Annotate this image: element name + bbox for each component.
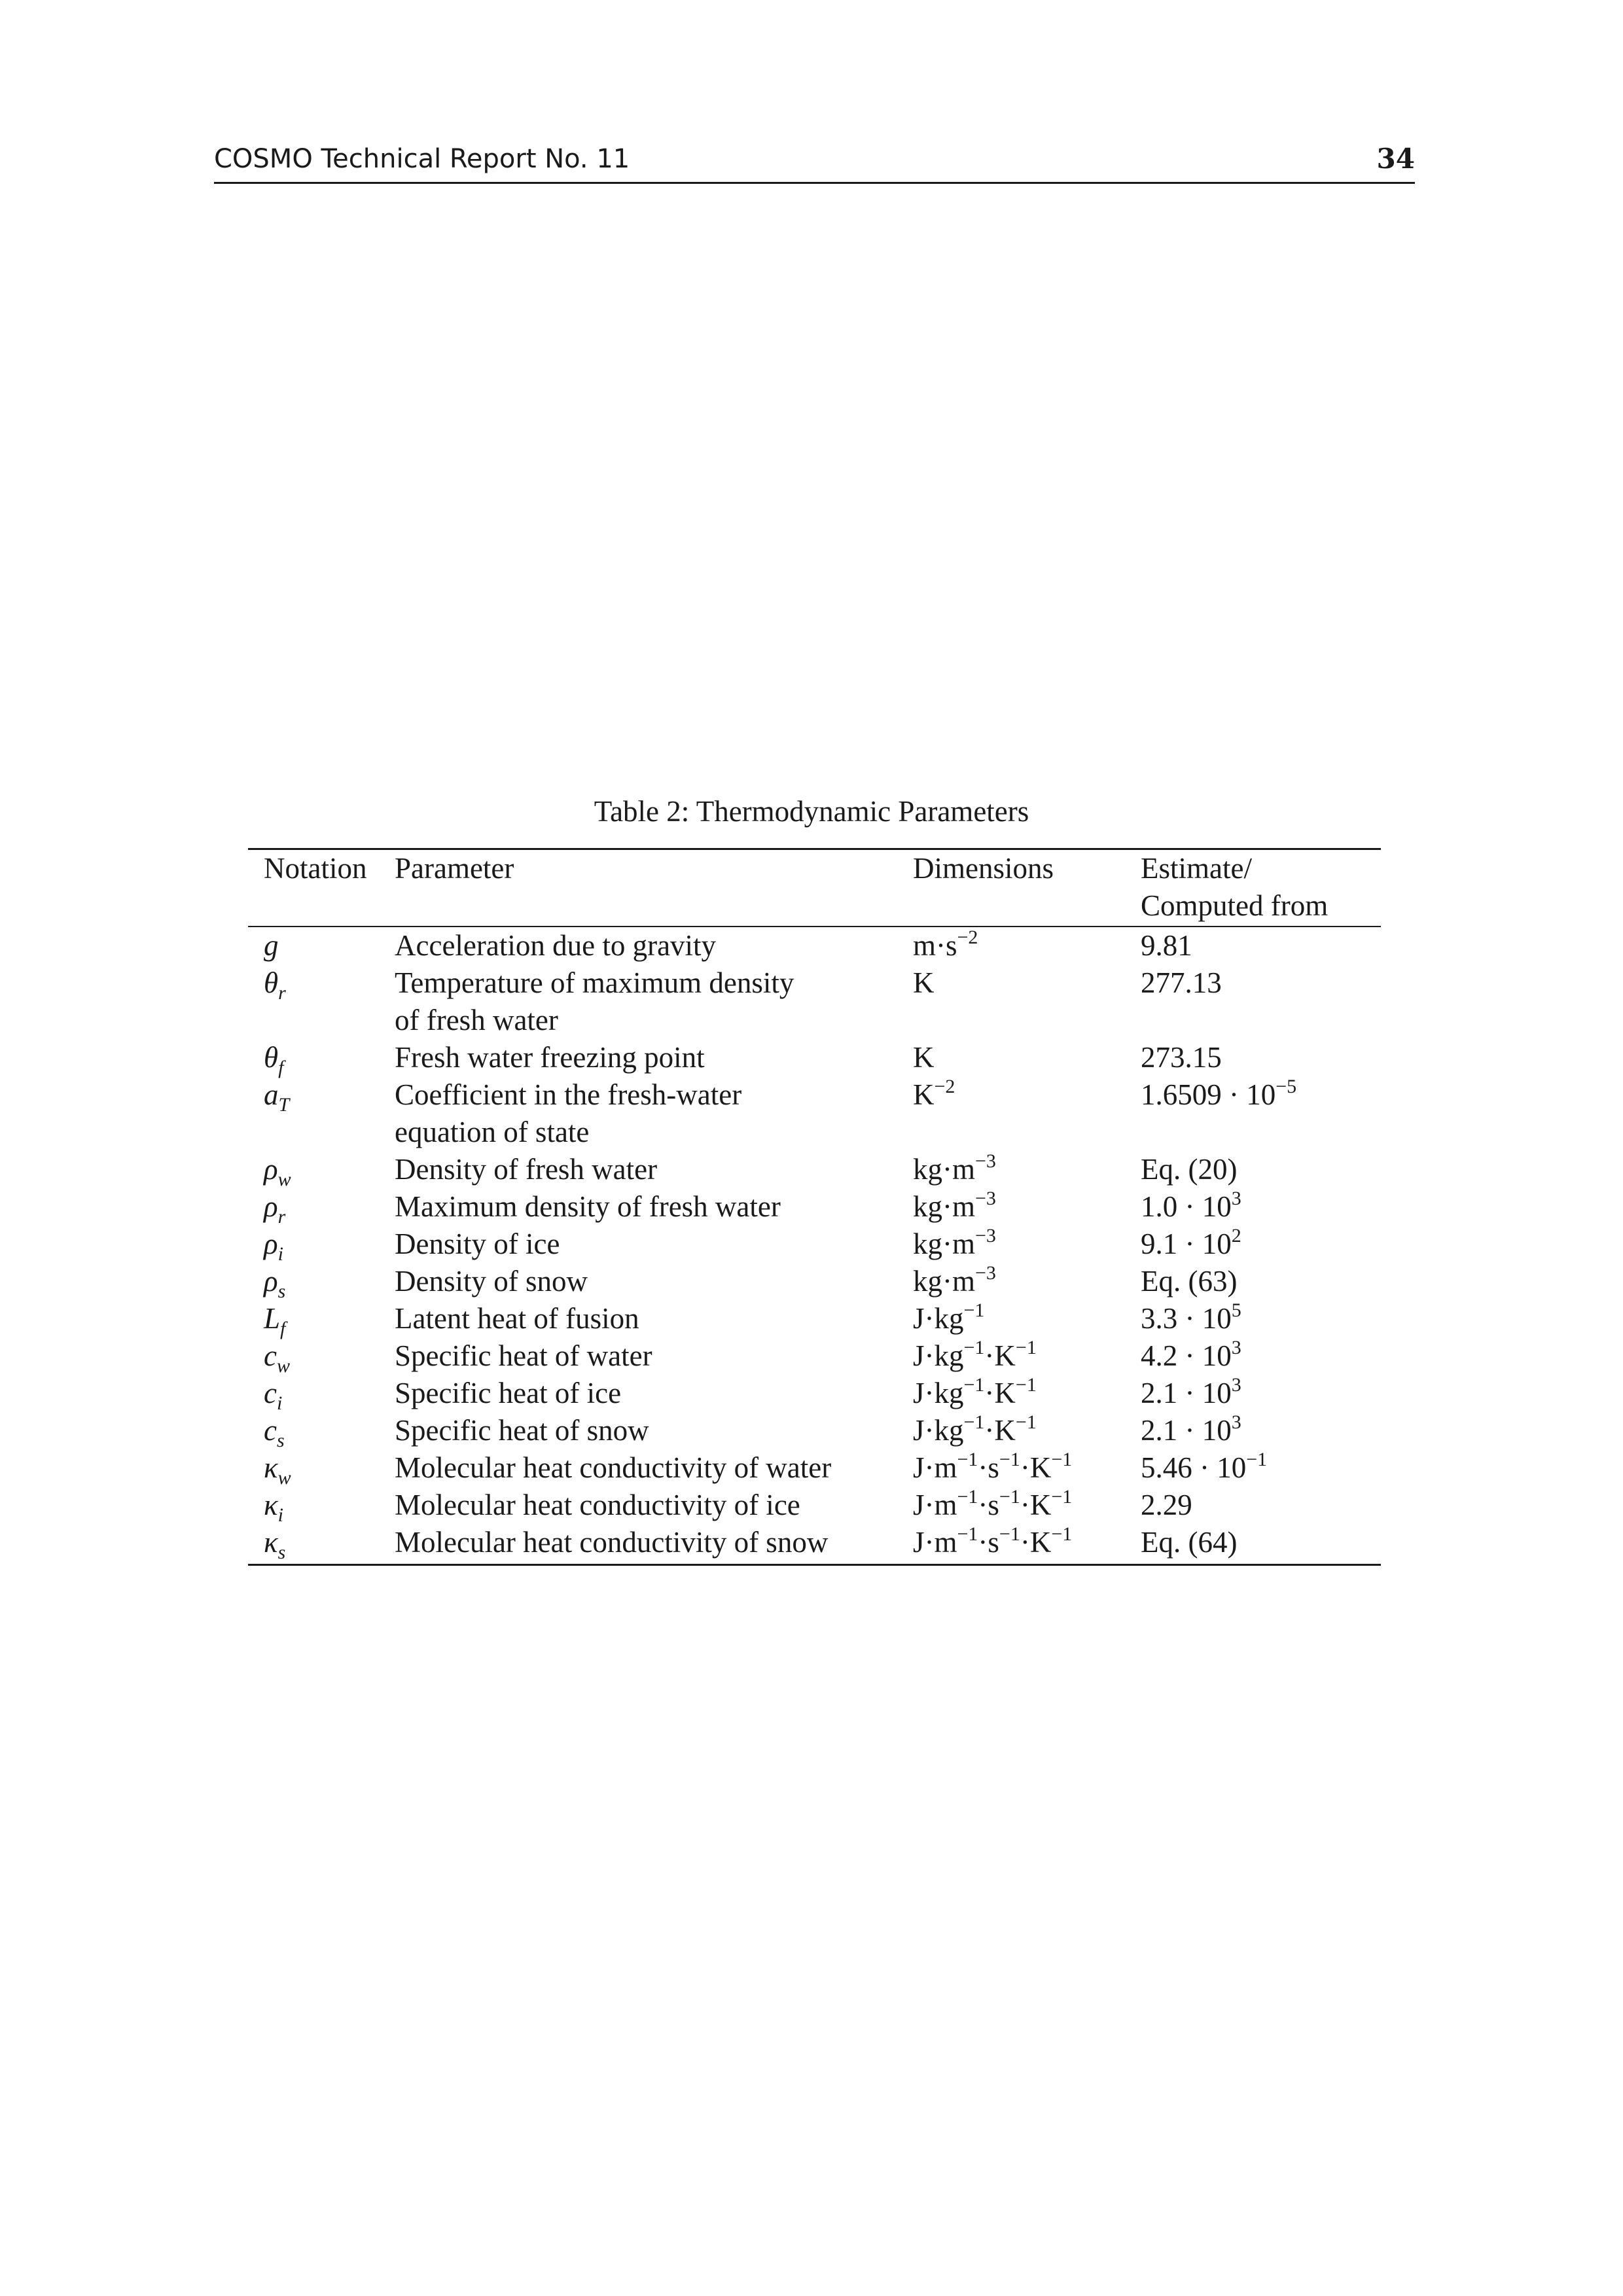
notation-cell xyxy=(248,1039,395,1076)
table-row xyxy=(248,1076,1381,1151)
estimate-cell xyxy=(1141,1151,1381,1188)
dimension-exponent: −1 xyxy=(1015,1374,1037,1396)
estimate-cell xyxy=(1141,927,1381,964)
notation-subscript: s xyxy=(277,1280,286,1302)
parameter-cell xyxy=(395,1300,913,1337)
parameter-cell xyxy=(395,1226,913,1263)
estimate-cell xyxy=(1141,1263,1381,1300)
notation-subscript: i xyxy=(277,1243,283,1265)
dimension-exponent: −3 xyxy=(975,1225,996,1246)
notation-cell xyxy=(248,1524,395,1561)
table-row xyxy=(248,964,1381,1039)
estimate-exponent: −5 xyxy=(1275,1076,1297,1097)
estimate-exponent: 2 xyxy=(1231,1225,1241,1246)
parameter-cell xyxy=(395,1375,913,1412)
notation-cell xyxy=(248,1300,395,1337)
parameter-line: Density of fresh water xyxy=(395,1153,658,1186)
estimate-value: 277.13 xyxy=(1141,966,1222,999)
table-caption: Table 2: Thermodynamic Parameters xyxy=(594,795,1029,828)
parameter-cell xyxy=(395,1524,913,1561)
parameter-line-2: of fresh water xyxy=(395,1004,558,1036)
estimate-exponent: 3 xyxy=(1231,1374,1241,1396)
notation-cell xyxy=(248,927,395,964)
estimate-exponent: −1 xyxy=(1246,1449,1268,1470)
table-header xyxy=(248,850,1381,927)
parameter-line: Specific heat of water xyxy=(395,1339,652,1372)
dimensions-cell xyxy=(913,1188,1141,1226)
dimensions-cell xyxy=(913,1039,1141,1076)
dimension-unit: ·K xyxy=(984,1339,1016,1372)
dimension-unit: J·m xyxy=(913,1489,957,1521)
estimate-value: 3.3 · 10 xyxy=(1141,1302,1232,1335)
parameter-line: Density of snow xyxy=(395,1265,588,1298)
notation-subscript: r xyxy=(277,1206,286,1227)
dimension-unit: ·s xyxy=(978,1451,999,1484)
dimensions-cell xyxy=(913,1449,1141,1487)
notation-symbol: ρ xyxy=(264,1153,278,1186)
table-row xyxy=(248,1375,1381,1412)
notation-symbol: c xyxy=(264,1414,277,1447)
estimate-value: Eq. (20) xyxy=(1141,1153,1238,1186)
dimension-unit: kg·m xyxy=(913,1265,975,1298)
notation-cell xyxy=(248,1487,395,1524)
dimension-exponent: −3 xyxy=(975,1188,996,1209)
dimension-unit: J·kg xyxy=(913,1302,964,1335)
notation-cell xyxy=(248,1337,395,1375)
dimension-exponent: −1 xyxy=(963,1299,985,1321)
parameter-line: Coefficient in the fresh-water xyxy=(395,1078,742,1111)
table-row xyxy=(248,1337,1381,1375)
estimate-exponent: 3 xyxy=(1231,1411,1241,1433)
dimension-unit: kg·m xyxy=(913,1227,975,1260)
table-row xyxy=(248,927,1381,964)
parameter-line: Molecular heat conductivity of water xyxy=(395,1451,832,1484)
notation-subscript: i xyxy=(276,1392,283,1414)
dimensions-cell xyxy=(913,1337,1141,1375)
dimension-exponent: −1 xyxy=(957,1449,978,1470)
dimensions-cell xyxy=(913,1412,1141,1449)
dimension-unit: J·m xyxy=(913,1526,957,1559)
parameter-line: Acceleration due to gravity xyxy=(395,929,717,962)
notation-cell xyxy=(248,1412,395,1449)
parameter-line: Maximum density of fresh water xyxy=(395,1190,781,1223)
dimension-unit: K xyxy=(913,966,935,999)
dimension-unit: ·K xyxy=(984,1414,1016,1447)
dimension-exponent: −2 xyxy=(957,927,978,948)
table-row xyxy=(248,1487,1381,1524)
col-header-parameter: Parameter xyxy=(395,852,514,885)
notation-cell xyxy=(248,1076,395,1151)
estimate-cell xyxy=(1141,1039,1381,1076)
notation-symbol: a xyxy=(264,1078,279,1111)
dimensions-cell xyxy=(913,1487,1141,1524)
table-row xyxy=(248,1524,1381,1561)
parameter-cell xyxy=(395,1151,913,1188)
notation-subscript: f xyxy=(278,1057,284,1078)
dimension-unit: K xyxy=(913,1041,935,1074)
dimension-exponent: −1 xyxy=(1015,1411,1037,1433)
notation-cell xyxy=(248,964,395,1039)
estimate-value: 273.15 xyxy=(1141,1041,1222,1074)
table-row xyxy=(248,1449,1381,1487)
dimensions-cell xyxy=(913,1151,1141,1188)
dimension-exponent: −3 xyxy=(975,1150,996,1172)
estimate-exponent: 5 xyxy=(1231,1299,1241,1321)
notation-symbol: θ xyxy=(264,966,279,999)
dimension-exponent: −1 xyxy=(1051,1486,1073,1508)
dimension-unit: ·K xyxy=(1020,1451,1052,1484)
col-header-notation: Notation xyxy=(264,852,367,885)
notation-symbol: ρ xyxy=(264,1265,278,1298)
estimate-cell xyxy=(1141,1188,1381,1226)
estimate-value: 1.0 · 10 xyxy=(1141,1190,1232,1223)
notation-symbol: κ xyxy=(264,1526,278,1559)
notation-subscript: T xyxy=(278,1094,290,1116)
estimate-value: 5.46 · 10 xyxy=(1141,1451,1247,1484)
dimensions-cell xyxy=(913,927,1141,964)
table-row xyxy=(248,1226,1381,1263)
notation-subscript: w xyxy=(277,1467,291,1489)
estimate-cell xyxy=(1141,1487,1381,1524)
dimensions-cell xyxy=(913,964,1141,1039)
notation-symbol: θ xyxy=(264,1041,279,1074)
notation-subscript: w xyxy=(277,1169,291,1190)
estimate-cell xyxy=(1141,1524,1381,1561)
notation-symbol: ρ xyxy=(264,1190,278,1223)
dimension-unit: kg·m xyxy=(913,1190,975,1223)
dimension-unit: ·K xyxy=(984,1377,1016,1409)
estimate-value: Eq. (63) xyxy=(1141,1265,1238,1298)
table-body xyxy=(248,927,1381,1564)
dimension-unit: ·K xyxy=(1020,1489,1052,1521)
estimate-value: 2.1 · 10 xyxy=(1141,1377,1232,1409)
estimate-value: 9.81 xyxy=(1141,929,1192,962)
dimension-exponent: −1 xyxy=(957,1486,978,1508)
page-number: 34 xyxy=(1376,143,1415,175)
estimate-exponent: 3 xyxy=(1231,1337,1241,1358)
dimension-unit: ·K xyxy=(1020,1526,1052,1559)
parameter-cell xyxy=(395,1337,913,1375)
notation-subscript: f xyxy=(280,1318,286,1339)
parameter-cell xyxy=(395,1412,913,1449)
notation-subscript: w xyxy=(276,1355,290,1377)
dimension-exponent: −2 xyxy=(934,1076,955,1097)
notation-symbol: κ xyxy=(264,1451,278,1484)
parameter-cell xyxy=(395,1449,913,1487)
running-header xyxy=(214,141,1415,184)
estimate-cell xyxy=(1141,1449,1381,1487)
notation-cell xyxy=(248,1263,395,1300)
dimension-unit: J·kg xyxy=(913,1377,964,1409)
notation-subscript: s xyxy=(277,1542,286,1563)
dimensions-cell xyxy=(913,1375,1141,1412)
parameter-cell xyxy=(395,1039,913,1076)
dimensions-cell xyxy=(913,1300,1141,1337)
dimension-exponent: −1 xyxy=(963,1337,985,1358)
dimension-exponent: −1 xyxy=(963,1374,985,1396)
dimension-exponent: −1 xyxy=(999,1523,1020,1545)
dimension-unit: ·s xyxy=(978,1489,999,1521)
estimate-cell xyxy=(1141,1375,1381,1412)
estimate-cell xyxy=(1141,1226,1381,1263)
notation-symbol: g xyxy=(264,929,279,962)
parameter-cell xyxy=(395,1076,913,1151)
parameter-line: Density of ice xyxy=(395,1227,560,1260)
report-title: COSMO Technical Report No. 11 xyxy=(214,144,630,174)
notation-symbol: c xyxy=(264,1377,277,1409)
dimension-exponent: −1 xyxy=(1051,1449,1073,1470)
dimension-unit: J·kg xyxy=(913,1414,964,1447)
parameter-line: Latent heat of fusion xyxy=(395,1302,639,1335)
dimension-unit: K xyxy=(913,1078,935,1111)
notation-subscript: r xyxy=(278,982,286,1004)
notation-cell xyxy=(248,1226,395,1263)
dimension-exponent: −1 xyxy=(963,1411,985,1433)
parameter-line: Specific heat of snow xyxy=(395,1414,649,1447)
table-row xyxy=(248,1188,1381,1226)
dimensions-cell xyxy=(913,1226,1141,1263)
parameter-line: Fresh water freezing point xyxy=(395,1041,705,1074)
parameter-line: Molecular heat conductivity of ice xyxy=(395,1489,800,1521)
estimate-cell xyxy=(1141,1337,1381,1375)
table-row xyxy=(248,1039,1381,1076)
parameters-table xyxy=(248,848,1381,1566)
estimate-exponent: 3 xyxy=(1231,1188,1241,1209)
notation-cell xyxy=(248,1449,395,1487)
estimate-cell xyxy=(1141,1300,1381,1337)
table-row xyxy=(248,1263,1381,1300)
parameter-line: Molecular heat conductivity of snow xyxy=(395,1526,829,1559)
notation-cell xyxy=(248,1375,395,1412)
notation-subscript: s xyxy=(276,1430,285,1451)
parameter-cell xyxy=(395,927,913,964)
dimension-unit: kg·m xyxy=(913,1153,975,1186)
table-row xyxy=(248,1151,1381,1188)
dimension-exponent: −1 xyxy=(999,1449,1020,1470)
dimension-unit: m·s xyxy=(913,929,957,962)
estimate-value: 9.1 · 10 xyxy=(1141,1227,1232,1260)
col-header-estimate-line1: Estimate/ xyxy=(1141,852,1252,885)
table-row xyxy=(248,1412,1381,1449)
notation-cell xyxy=(248,1151,395,1188)
notation-subscript: i xyxy=(277,1504,283,1526)
notation-symbol: κ xyxy=(264,1489,278,1521)
table-header-row xyxy=(248,850,1381,925)
parameter-line: Specific heat of ice xyxy=(395,1377,622,1409)
dimension-unit: ·s xyxy=(978,1526,999,1559)
estimate-cell xyxy=(1141,1412,1381,1449)
dimension-exponent: −1 xyxy=(1015,1337,1037,1358)
dimension-exponent: −1 xyxy=(1051,1523,1073,1545)
estimate-cell xyxy=(1141,964,1381,1039)
dimension-unit: J·kg xyxy=(913,1339,964,1372)
parameter-line: Temperature of maximum density xyxy=(395,966,794,999)
dimensions-cell xyxy=(913,1076,1141,1151)
col-header-estimate xyxy=(1141,850,1381,925)
notation-symbol: c xyxy=(264,1339,277,1372)
estimate-value: 1.6509 · 10 xyxy=(1141,1078,1276,1111)
parameter-cell xyxy=(395,1263,913,1300)
estimate-value: 2.29 xyxy=(1141,1489,1192,1521)
dimension-unit: J·m xyxy=(913,1451,957,1484)
dimensions-cell xyxy=(913,1263,1141,1300)
table-row xyxy=(248,1300,1381,1337)
notation-symbol: ρ xyxy=(264,1227,278,1260)
notation-symbol: L xyxy=(264,1302,281,1335)
notation-cell xyxy=(248,1188,395,1226)
parameter-line-2: equation of state xyxy=(395,1116,590,1148)
dimension-exponent: −1 xyxy=(957,1523,978,1545)
parameter-cell xyxy=(395,1188,913,1226)
estimate-value: 4.2 · 10 xyxy=(1141,1339,1232,1372)
estimate-cell xyxy=(1141,1076,1381,1151)
parameter-cell xyxy=(395,1487,913,1524)
parameter-cell xyxy=(395,964,913,1039)
dimension-exponent: −1 xyxy=(999,1486,1020,1508)
estimate-value: 2.1 · 10 xyxy=(1141,1414,1232,1447)
estimate-value: Eq. (64) xyxy=(1141,1526,1238,1559)
dimension-exponent: −3 xyxy=(975,1262,996,1284)
col-header-estimate-line2: Computed from xyxy=(1141,889,1329,922)
dimensions-cell xyxy=(913,1524,1141,1561)
col-header-dimensions: Dimensions xyxy=(913,852,1054,885)
